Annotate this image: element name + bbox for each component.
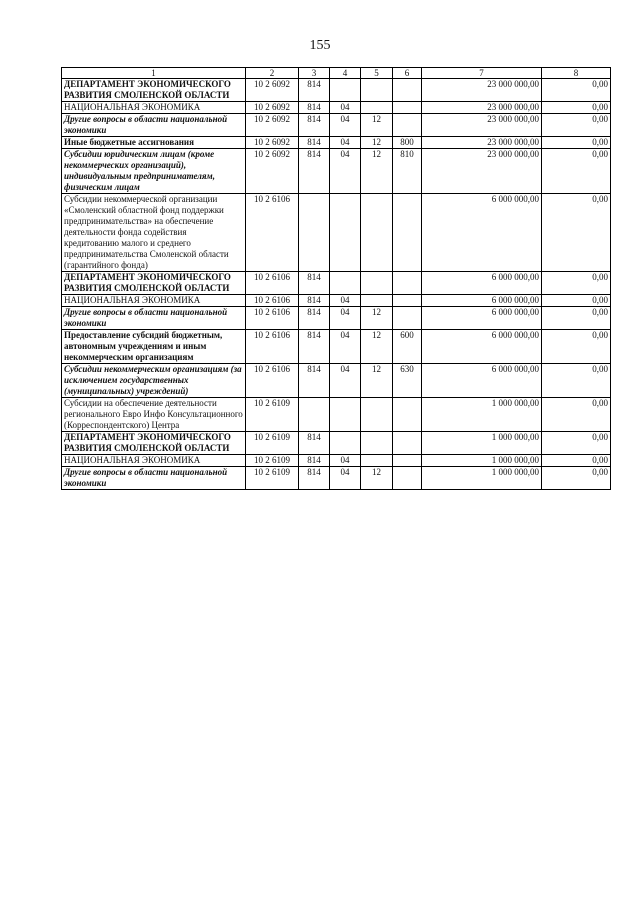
row-name-cell: Субсидии на обеспечение деятельности регионального Евро Инфо Консультационного (Корреспондентского) Центра — [62, 398, 246, 432]
subsection-cell: 12 — [361, 307, 393, 330]
target-article-cell: 10 2 6106 — [246, 330, 299, 364]
target-article-cell: 10 2 6092 — [246, 79, 299, 102]
expense-type-cell — [393, 307, 422, 330]
target-article-cell: 10 2 6106 — [246, 194, 299, 272]
amount-cell: 6 000 000,00 — [422, 295, 542, 307]
section-cell — [330, 79, 361, 102]
ministry-code-cell: 814 — [299, 137, 330, 149]
subsection-cell — [361, 272, 393, 295]
page-number: 155 — [309, 38, 331, 53]
ministry-code-cell: 814 — [299, 79, 330, 102]
row-name-cell: Другие вопросы в области национальной экономики — [62, 467, 246, 490]
expense-type-cell — [393, 398, 422, 432]
table-body — [62, 68, 611, 490]
subsection-cell — [361, 102, 393, 114]
amount-2-cell: 0,00 — [542, 467, 611, 490]
table-row — [62, 79, 611, 102]
subsection-cell: 12 — [361, 364, 393, 398]
amount-cell: 1 000 000,00 — [422, 398, 542, 432]
table-row — [62, 102, 611, 114]
amount-cell: 23 000 000,00 — [422, 102, 542, 114]
table-row — [62, 432, 611, 455]
target-article-cell: 10 2 6109 — [246, 467, 299, 490]
row-name-cell: Иные бюджетные ассигнования — [62, 137, 246, 149]
column-number: 5 — [361, 68, 393, 79]
table-row — [62, 455, 611, 467]
subsection-cell: 12 — [361, 137, 393, 149]
amount-2-cell: 0,00 — [542, 114, 611, 137]
table-row — [62, 295, 611, 307]
amount-cell: 1 000 000,00 — [422, 455, 542, 467]
subsection-cell — [361, 398, 393, 432]
subsection-cell — [361, 455, 393, 467]
ministry-code-cell: 814 — [299, 295, 330, 307]
section-cell — [330, 398, 361, 432]
amount-2-cell: 0,00 — [542, 432, 611, 455]
section-cell — [330, 432, 361, 455]
ministry-code-cell: 814 — [299, 455, 330, 467]
expense-type-cell: 600 — [393, 330, 422, 364]
subsection-cell: 12 — [361, 114, 393, 137]
subsection-cell — [361, 295, 393, 307]
section-cell: 04 — [330, 455, 361, 467]
row-name-cell: Субсидии юридическим лицам (кроме некоммерческих организаций), индивидуальным предпринимателям, физическим лицам — [62, 149, 246, 194]
expense-type-cell — [393, 432, 422, 455]
amount-cell: 23 000 000,00 — [422, 137, 542, 149]
ministry-code-cell: 814 — [299, 272, 330, 295]
section-cell: 04 — [330, 330, 361, 364]
target-article-cell: 10 2 6109 — [246, 432, 299, 455]
ministry-code-cell: 814 — [299, 149, 330, 194]
section-cell: 04 — [330, 307, 361, 330]
section-cell: 04 — [330, 149, 361, 194]
column-number: 2 — [246, 68, 299, 79]
row-name-cell: НАЦИОНАЛЬНАЯ ЭКОНОМИКА — [62, 295, 246, 307]
row-name-cell: Субсидии некоммерческой организации «Смоленский областной фонд поддержки предпринимательства» на обеспечение деятельности фонда содействия кредитованию малого и среднего предпринимательства Смоленской области (гарантийного фонда) — [62, 194, 246, 272]
amount-cell: 6 000 000,00 — [422, 307, 542, 330]
row-name-cell: Предоставление субсидий бюджетным, автономным учреждениям и иным некоммерческим организациям — [62, 330, 246, 364]
amount-cell: 23 000 000,00 — [422, 149, 542, 194]
row-name-cell: ДЕПАРТАМЕНТ ЭКОНОМИЧЕСКОГО РАЗВИТИЯ СМОЛЕНСКОЙ ОБЛАСТИ — [62, 79, 246, 102]
expense-type-cell: 800 — [393, 137, 422, 149]
column-number: 3 — [299, 68, 330, 79]
row-name-cell: Другие вопросы в области национальной экономики — [62, 114, 246, 137]
expense-type-cell — [393, 272, 422, 295]
amount-2-cell: 0,00 — [542, 272, 611, 295]
ministry-code-cell: 814 — [299, 467, 330, 490]
ministry-code-cell: 814 — [299, 364, 330, 398]
section-cell: 04 — [330, 467, 361, 490]
ministry-code-cell — [299, 194, 330, 272]
section-cell — [330, 194, 361, 272]
target-article-cell: 10 2 6106 — [246, 272, 299, 295]
target-article-cell: 10 2 6092 — [246, 114, 299, 137]
amount-2-cell: 0,00 — [542, 137, 611, 149]
table-row — [62, 114, 611, 137]
expense-type-cell: 630 — [393, 364, 422, 398]
target-article-cell: 10 2 6109 — [246, 398, 299, 432]
column-number-row — [62, 68, 611, 79]
row-name-cell: НАЦИОНАЛЬНАЯ ЭКОНОМИКА — [62, 102, 246, 114]
target-article-cell: 10 2 6109 — [246, 455, 299, 467]
amount-2-cell: 0,00 — [542, 194, 611, 272]
amount-cell: 1 000 000,00 — [422, 432, 542, 455]
table-row — [62, 330, 611, 364]
target-article-cell: 10 2 6106 — [246, 307, 299, 330]
column-number: 1 — [62, 68, 246, 79]
row-name-cell: Субсидии некоммерческим организациям (за исключением государственных (муниципальных) учреждений) — [62, 364, 246, 398]
target-article-cell: 10 2 6106 — [246, 295, 299, 307]
ministry-code-cell — [299, 398, 330, 432]
ministry-code-cell: 814 — [299, 102, 330, 114]
table-row — [62, 364, 611, 398]
ministry-code-cell: 814 — [299, 307, 330, 330]
subsection-cell — [361, 194, 393, 272]
amount-2-cell: 0,00 — [542, 455, 611, 467]
table-row — [62, 194, 611, 272]
table-row — [62, 398, 611, 432]
ministry-code-cell: 814 — [299, 330, 330, 364]
section-cell: 04 — [330, 364, 361, 398]
table-row — [62, 272, 611, 295]
column-number: 8 — [542, 68, 611, 79]
amount-2-cell: 0,00 — [542, 307, 611, 330]
subsection-cell — [361, 79, 393, 102]
amount-2-cell: 0,00 — [542, 398, 611, 432]
amount-2-cell: 0,00 — [542, 149, 611, 194]
ministry-code-cell: 814 — [299, 114, 330, 137]
table-row — [62, 137, 611, 149]
subsection-cell: 12 — [361, 467, 393, 490]
table-row — [62, 467, 611, 490]
target-article-cell: 10 2 6092 — [246, 137, 299, 149]
amount-cell: 6 000 000,00 — [422, 194, 542, 272]
amount-2-cell: 0,00 — [542, 295, 611, 307]
expense-type-cell — [393, 102, 422, 114]
amount-2-cell: 0,00 — [542, 330, 611, 364]
amount-cell: 6 000 000,00 — [422, 364, 542, 398]
section-cell: 04 — [330, 137, 361, 149]
amount-2-cell: 0,00 — [542, 364, 611, 398]
budget-table — [61, 67, 611, 490]
target-article-cell: 10 2 6106 — [246, 364, 299, 398]
section-cell: 04 — [330, 114, 361, 137]
amount-2-cell: 0,00 — [542, 79, 611, 102]
target-article-cell: 10 2 6092 — [246, 149, 299, 194]
row-name-cell: НАЦИОНАЛЬНАЯ ЭКОНОМИКА — [62, 455, 246, 467]
column-number: 7 — [422, 68, 542, 79]
target-article-cell: 10 2 6092 — [246, 102, 299, 114]
amount-cell: 1 000 000,00 — [422, 467, 542, 490]
row-name-cell: ДЕПАРТАМЕНТ ЭКОНОМИЧЕСКОГО РАЗВИТИЯ СМОЛЕНСКОЙ ОБЛАСТИ — [62, 272, 246, 295]
expense-type-cell: 810 — [393, 149, 422, 194]
expense-type-cell — [393, 79, 422, 102]
expense-type-cell — [393, 194, 422, 272]
amount-2-cell: 0,00 — [542, 102, 611, 114]
section-cell: 04 — [330, 295, 361, 307]
amount-cell: 23 000 000,00 — [422, 79, 542, 102]
amount-cell: 6 000 000,00 — [422, 272, 542, 295]
expense-type-cell — [393, 114, 422, 137]
section-cell — [330, 272, 361, 295]
row-name-cell: Другие вопросы в области национальной экономики — [62, 307, 246, 330]
amount-cell: 6 000 000,00 — [422, 330, 542, 364]
subsection-cell — [361, 432, 393, 455]
table-row — [62, 307, 611, 330]
subsection-cell: 12 — [361, 149, 393, 194]
expense-type-cell — [393, 295, 422, 307]
column-number: 6 — [393, 68, 422, 79]
expense-type-cell — [393, 467, 422, 490]
amount-cell: 23 000 000,00 — [422, 114, 542, 137]
table-row — [62, 149, 611, 194]
row-name-cell: ДЕПАРТАМЕНТ ЭКОНОМИЧЕСКОГО РАЗВИТИЯ СМОЛЕНСКОЙ ОБЛАСТИ — [62, 432, 246, 455]
column-number: 4 — [330, 68, 361, 79]
subsection-cell: 12 — [361, 330, 393, 364]
ministry-code-cell: 814 — [299, 432, 330, 455]
section-cell: 04 — [330, 102, 361, 114]
expense-type-cell — [393, 455, 422, 467]
